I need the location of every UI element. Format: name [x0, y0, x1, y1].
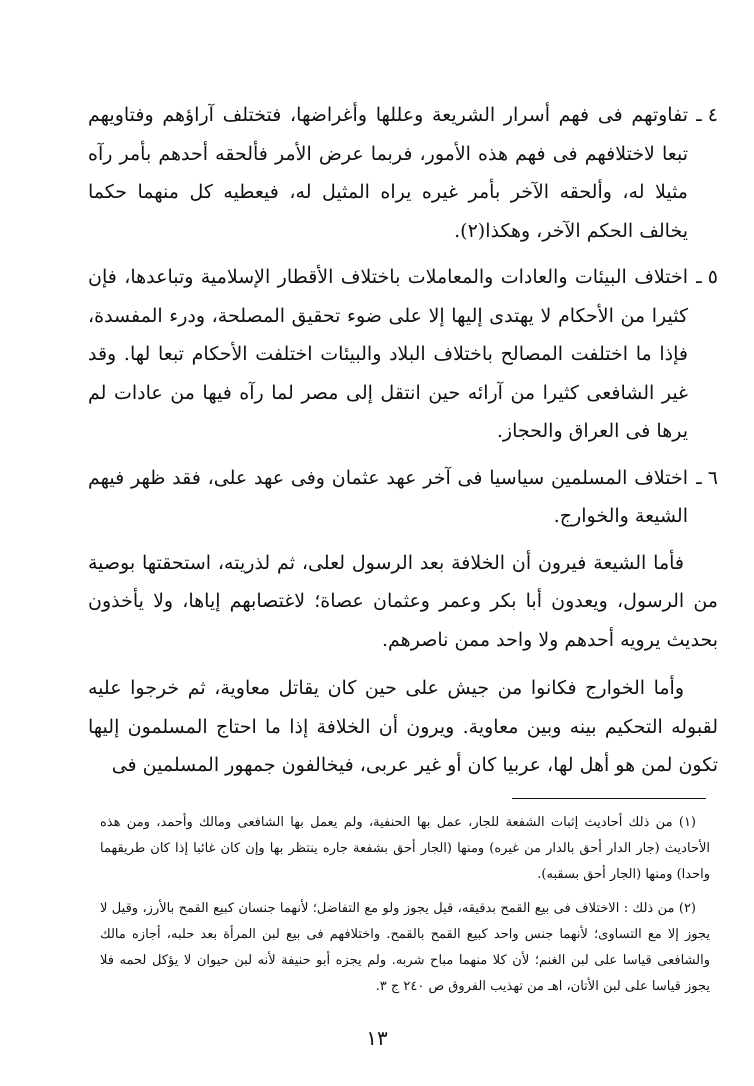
paragraph-shia: فأما الشيعة فيرون أن الخلافة بعد الرسول لعلى، ثم لذريته، استحقتها بوصية من الرسول، ويعدون أبا بكر وعمر وعثمان عصاة؛ لاغتصابهم إياها، ولا يأخذون بحديث يرويه أحدهم ولا واحد ممن ناصرهم. — [88, 551, 718, 651]
main-text — [88, 96, 718, 795]
item-text: اختلاف المسلمين سياسيا فى آخر عهد عثمان وفى عهد على، فقد ظهر فيهم الشيعة والخوارج. — [88, 466, 688, 527]
footnote-divider — [512, 798, 706, 799]
paragraph-khawarij: وأما الخوارج فكانوا من جيش على حين كان يقاتل معاوية، ثم خرجوا عليه لقبوله التحكيم بينه وبين معاوية. ويرون أن الخلافة إذا ما احتاج المسلمون إليها تكون لمن هو أهل لها، عربيا كان أو غير عربى، فيخالفون جمهور المسلمين فى — [88, 677, 718, 776]
item-number: ٥ ـ — [696, 266, 718, 288]
item-number: ٦ ـ — [696, 466, 718, 489]
item-number: ٤ ـ — [696, 104, 718, 126]
item-text: اختلاف البيئات والعادات والمعاملات باختلاف الأقطار الإسلامية وتباعدها، فإن كثيرا من الأحكام لا يهتدى إليها إلا على ضوء تحقيق المصلحة، ودرء المفسدة، فإذا ما اختلفت المصالح باختلاف البلاد والبيئات اختلفت الأحكام تبعا لها. وقد غير الشافعى كثيرا من آرائه حين انتقل إلى مصر لما رآه فيها من عادات لم يرها فى العراق والحجاز. — [88, 266, 688, 442]
page-number: ١٣ — [366, 1026, 388, 1050]
footnote-2: (٢) من ذلك : الاختلاف فى بيع القمح بدقيقه، قيل يجوز ولو مع التفاضل؛ لأنهما جنسان كبيع القمح بالأرز، وقيل لا يجوز إلا مع التساوى؛ لأنهما جنس واحد كبيع القمح بالقمح. واختلافهم فى بيع لبن المرأة بعد حلبه، أجازه مالك والشافعى قياسا على لبن الغنم؛ لأن كلا منهما مباح شربه. ولم يجزه أبو حنيفة لأنه لبن حيوان لا يؤكل لحمه فلا يجوز قياسا على لبن الأتان، اهـ من تهذيب الفروق ص ٢٤٠ ج ٣. — [100, 901, 710, 994]
list-item — [88, 96, 718, 250]
footnotes — [100, 810, 710, 1008]
list-item — [88, 258, 718, 451]
item-text: تفاوتهم فى فهم أسرار الشريعة وعللها وأغراضها، فتختلف آراؤهم وفتاويهم تبعا لاختلافهم فى فهم هذه الأمور، فربما عرض الأمر فألحقه أحدهم بأمر رآه مثيلا له، وألحقه الآخر بأمر غيره يراه المثيل له، فيعطيه كل منهما حكما يخالف الحكم الآخر، وهكذا(٢). — [88, 104, 688, 242]
list-item — [88, 459, 718, 536]
footnote-1: (١) من ذلك أحاديث إثبات الشفعة للجار، عمل بها الحنفية، ولم يعمل بها الشافعى ومالك وأحمد، ومن هذه الأحاديث (جار الدار أحق بالدار من غيره) ومنها (الجار أحق بشفعة جاره ينتظر بها وإن كان غائبا إذا كان طريقهما واحدا) ومنها (الجار أحق بسقبه). — [100, 815, 710, 882]
